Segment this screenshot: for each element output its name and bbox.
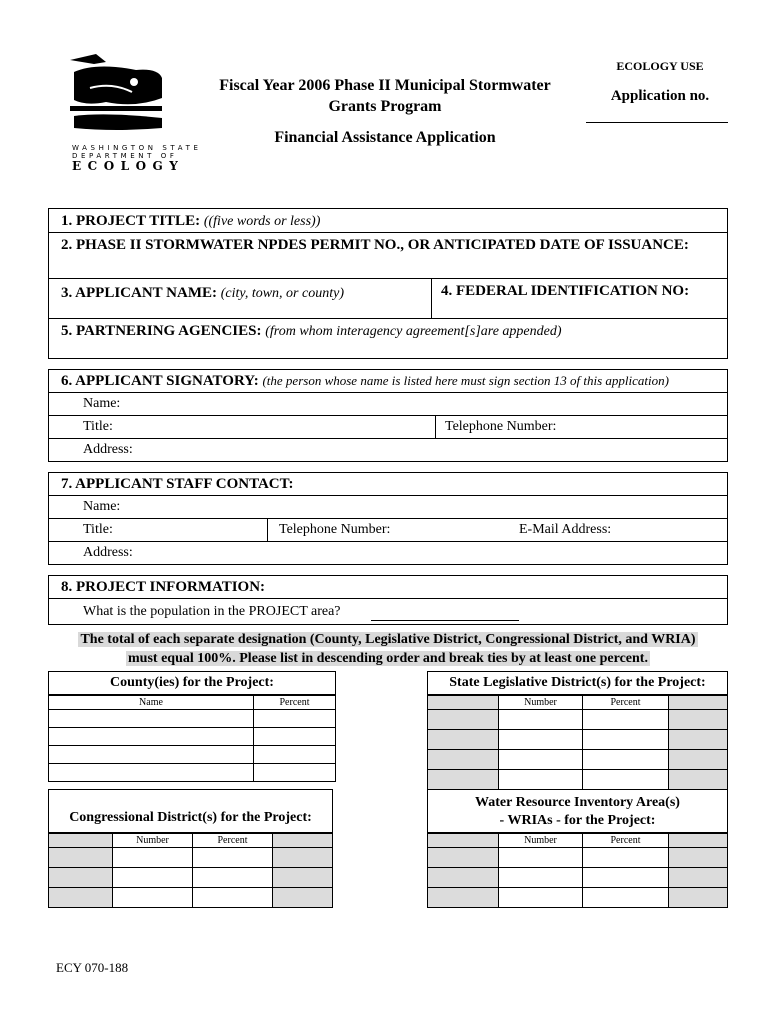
- table-row: [49, 746, 336, 764]
- page-title: [200, 75, 570, 117]
- applicant-divider: [431, 279, 432, 318]
- wria-spacer: [669, 888, 728, 908]
- signatory-telephone-label: Telephone Number:: [445, 419, 557, 434]
- wria-col-number: Number: [499, 834, 583, 848]
- wria-title-line-1: Water Resource Inventory Area(s): [475, 795, 680, 810]
- wria-table-header: [427, 789, 728, 833]
- county-table-header: [48, 671, 336, 695]
- signatory-header-row: [49, 370, 727, 393]
- legislative-table-header: [427, 671, 728, 695]
- legislative-percent-cell[interactable]: [583, 750, 669, 770]
- project-box: [48, 208, 728, 359]
- legislative-spacer: [428, 750, 499, 770]
- congressional-number-cell[interactable]: [113, 888, 193, 908]
- population-question: What is the population in the PROJECT area?: [83, 604, 341, 619]
- signatory-address-label: Address:: [83, 442, 133, 457]
- population-input[interactable]: [371, 620, 519, 621]
- partnering-row[interactable]: [49, 319, 727, 359]
- ecology-use-label: ECOLOGY USE: [616, 59, 704, 73]
- signatory-title-row[interactable]: [49, 416, 727, 439]
- congressional-spacer: [49, 848, 113, 868]
- applicant-name-note: (city, town, or county): [220, 286, 344, 301]
- project-info-header-row: [49, 576, 727, 599]
- county-table-title: County(ies) for the Project:: [110, 675, 274, 690]
- congressional-percent-cell[interactable]: [193, 868, 273, 888]
- congressional-number-cell[interactable]: [113, 868, 193, 888]
- county-name-cell[interactable]: [49, 728, 254, 746]
- staff-contact-label: 7. APPLICANT STAFF CONTACT:: [61, 476, 294, 492]
- form-number: ECY 070-188: [56, 960, 129, 975]
- county-col-name: Name: [49, 696, 254, 710]
- federal-id-label: 4. FEDERAL IDENTIFICATION NO:: [441, 283, 690, 299]
- congressional-table: [48, 833, 333, 908]
- page-subtitle: Financial Assistance Application: [274, 129, 496, 146]
- wria-col-percent: Percent: [583, 834, 669, 848]
- wria-percent-cell[interactable]: [583, 888, 669, 908]
- project-title-row[interactable]: 1. PROJECT TITLE: ((five words or less)): [49, 209, 727, 233]
- logo-line-2: DEPARTMENT OF: [72, 152, 178, 160]
- congressional-table-title: Congressional District(s) for the Project:: [69, 810, 312, 825]
- notice-line-2: must equal 100%. Please list in descending order and break ties by at least one percent.: [128, 651, 648, 666]
- staff-name-label: Name:: [83, 499, 121, 514]
- table-row: [428, 710, 728, 730]
- legislative-spacer: [428, 770, 499, 790]
- staff-email-label: E-Mail Address:: [519, 522, 612, 537]
- permit-label: 2. PHASE II STORMWATER NPDES PERMIT NO., OR ANTICIPATED DATE OF ISSUANCE:: [61, 237, 689, 253]
- applicant-name-label: 3. APPLICANT NAME:: [61, 285, 217, 301]
- applicant-row: [49, 279, 727, 319]
- ecology-logo-mark: [66, 48, 166, 144]
- congressional-number-cell[interactable]: [113, 848, 193, 868]
- congressional-spacer: [273, 868, 333, 888]
- table-row: [49, 728, 336, 746]
- legislative-percent-cell[interactable]: [583, 770, 669, 790]
- table-row: [428, 770, 728, 790]
- legislative-number-cell[interactable]: [499, 710, 583, 730]
- percentage-notice: [48, 630, 728, 668]
- legislative-percent-cell[interactable]: [583, 710, 669, 730]
- wria-table: [427, 833, 728, 908]
- wria-title-line-2: - WRIAs - for the Project:: [499, 813, 656, 828]
- county-name-cell[interactable]: [49, 764, 254, 782]
- congressional-col-number: Number: [113, 834, 193, 848]
- county-name-cell[interactable]: [49, 710, 254, 728]
- table-row: [49, 764, 336, 782]
- wria-spacer: [669, 868, 728, 888]
- signatory-address-row[interactable]: [49, 439, 727, 462]
- county-percent-cell[interactable]: [254, 710, 336, 728]
- wria-percent-cell[interactable]: [583, 868, 669, 888]
- wria-header-spacer: [428, 834, 499, 848]
- county-col-percent: Percent: [254, 696, 336, 710]
- partnering-label: 5. PARTNERING AGENCIES:: [61, 323, 262, 339]
- legislative-header-spacer: [428, 696, 499, 710]
- legislative-spacer: [669, 770, 728, 790]
- signatory-note: (the person whose name is listed here must sign section 13 of this application): [262, 373, 669, 388]
- wria-number-cell[interactable]: [499, 868, 583, 888]
- table-row: [49, 710, 336, 728]
- table-row: [428, 750, 728, 770]
- congressional-percent-cell[interactable]: [193, 888, 273, 908]
- wria-spacer: [669, 848, 728, 868]
- wria-number-cell[interactable]: [499, 848, 583, 868]
- signatory-name-label: Name:: [83, 396, 121, 411]
- congressional-spacer: [49, 888, 113, 908]
- congressional-table-header: [48, 789, 333, 833]
- county-percent-cell[interactable]: [254, 728, 336, 746]
- congressional-spacer: [273, 888, 333, 908]
- legislative-table: [427, 695, 728, 790]
- staff-address-row[interactable]: [49, 542, 727, 565]
- project-info-box: [48, 575, 728, 625]
- signatory-label: 6. APPLICANT SIGNATORY:: [61, 373, 259, 389]
- logo-line-1: WASHINGTON STATE: [72, 144, 202, 152]
- staff-name-row[interactable]: [49, 496, 727, 519]
- congressional-spacer: [49, 868, 113, 888]
- wria-spacer: [428, 888, 499, 908]
- county-table: [48, 695, 336, 782]
- application-no-label: Application no.: [610, 88, 710, 104]
- table-row: [428, 730, 728, 750]
- legislative-number-cell[interactable]: [499, 730, 583, 750]
- legislative-spacer: [428, 730, 499, 750]
- congressional-spacer: [273, 848, 333, 868]
- staff-header-row: [49, 473, 727, 496]
- legislative-spacer: [669, 710, 728, 730]
- staff-address-label: Address:: [83, 545, 133, 560]
- legislative-number-cell[interactable]: [499, 770, 583, 790]
- signatory-name-row[interactable]: [49, 393, 727, 416]
- table-row: [428, 868, 728, 888]
- congressional-header-spacer: [273, 834, 333, 848]
- table-row: [49, 888, 333, 908]
- wria-percent-cell[interactable]: [583, 848, 669, 868]
- page-title-line-1: Fiscal Year 2006 Phase II Municipal Stormwater: [219, 77, 551, 94]
- legislative-spacer: [669, 750, 728, 770]
- table-row: [428, 848, 728, 868]
- signatory-title-divider: [435, 416, 436, 438]
- permit-row[interactable]: [49, 233, 727, 279]
- wria-spacer: [428, 868, 499, 888]
- legislative-header-spacer: [669, 696, 728, 710]
- table-row: [428, 888, 728, 908]
- staff-title-label: Title:: [83, 522, 113, 537]
- legislative-percent-cell[interactable]: [583, 730, 669, 750]
- legislative-table-title: State Legislative District(s) for the Project:: [449, 675, 706, 690]
- project-title-note: (five words or less): [208, 214, 316, 229]
- legislative-number-cell[interactable]: [499, 750, 583, 770]
- legislative-spacer: [428, 710, 499, 730]
- staff-title-divider: [267, 519, 268, 541]
- staff-telephone-label: Telephone Number:: [279, 522, 391, 537]
- congressional-header-spacer: [49, 834, 113, 848]
- congressional-col-percent: Percent: [193, 834, 273, 848]
- wria-table-title: [428, 794, 727, 830]
- project-info-label: 8. PROJECT INFORMATION:: [61, 579, 266, 595]
- staff-contact-box: [48, 472, 728, 565]
- signatory-title-label: Title:: [83, 419, 113, 434]
- notice-line-1: The total of each separate designation (County, Legislative District, Congressional District, and WRIA): [80, 632, 696, 647]
- congressional-percent-cell[interactable]: [193, 848, 273, 868]
- county-percent-cell[interactable]: [254, 764, 336, 782]
- partnering-note: (from whom interagency agreement[s]are appended): [265, 324, 562, 339]
- logo-line-3: ECOLOGY: [72, 159, 185, 173]
- page-title-line-2: Grants Program: [328, 98, 442, 115]
- population-row: [49, 599, 727, 625]
- project-title-label: 1. PROJECT TITLE:: [61, 213, 201, 229]
- legislative-col-number: Number: [499, 696, 583, 710]
- wria-header-spacer: [669, 834, 728, 848]
- wria-number-cell[interactable]: [499, 888, 583, 908]
- signatory-box: [48, 369, 728, 462]
- wria-spacer: [428, 848, 499, 868]
- staff-title-row[interactable]: [49, 519, 727, 542]
- table-row: [49, 868, 333, 888]
- county-percent-cell[interactable]: [254, 746, 336, 764]
- legislative-spacer: [669, 730, 728, 750]
- application-no-field[interactable]: [586, 122, 728, 123]
- table-row: [49, 848, 333, 868]
- county-name-cell[interactable]: [49, 746, 254, 764]
- legislative-col-percent: Percent: [583, 696, 669, 710]
